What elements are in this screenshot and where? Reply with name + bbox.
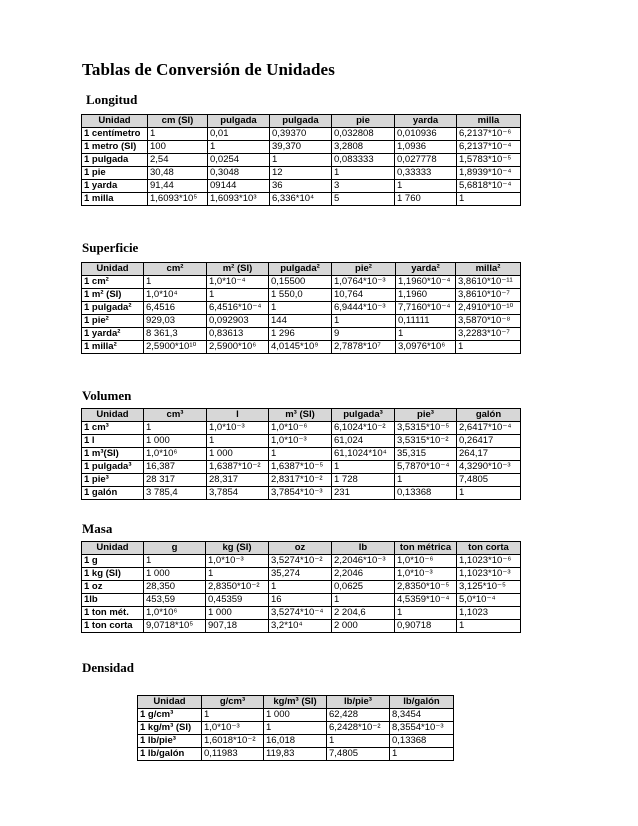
column-header: kg/m³ (SI) bbox=[264, 696, 327, 709]
table-cell: 10,764 bbox=[332, 289, 396, 302]
row-header-cell: 1 g bbox=[82, 555, 144, 568]
table-cell: 1,1960 bbox=[396, 289, 456, 302]
table-row bbox=[82, 435, 521, 448]
table-row bbox=[82, 487, 521, 500]
table-cell: 1 bbox=[269, 581, 332, 594]
table-cell: 1 bbox=[395, 607, 457, 620]
table-cell: 0,010936 bbox=[395, 128, 457, 141]
table-cell: 0,15500 bbox=[269, 276, 332, 289]
table-row bbox=[82, 302, 521, 315]
row-header-cell: 1 l bbox=[82, 435, 144, 448]
section-title-masa: Masa bbox=[82, 521, 113, 536]
table-row bbox=[138, 735, 454, 748]
table-cell: 62,428 bbox=[327, 709, 390, 722]
table-cell: 16 bbox=[269, 594, 332, 607]
column-header: l bbox=[207, 409, 269, 422]
table-row bbox=[82, 154, 521, 167]
column-header: ton métrica bbox=[395, 542, 457, 555]
table-cell: 1 bbox=[207, 435, 269, 448]
table-header-row bbox=[82, 542, 521, 555]
table-cell: 28,317 bbox=[207, 474, 269, 487]
section-title-superficie: Superficie bbox=[82, 240, 139, 255]
column-header: yarda² bbox=[396, 263, 456, 276]
row-header-cell: 1 cm² bbox=[82, 276, 144, 289]
table-cell: 3,125*10⁻⁵ bbox=[457, 581, 521, 594]
table-cell: 2,2046*10⁻³ bbox=[332, 555, 395, 568]
column-header: m² (SI) bbox=[207, 263, 269, 276]
table-cell: 1 bbox=[269, 448, 332, 461]
table-cell: 4,3290*10⁻³ bbox=[457, 461, 521, 474]
table-row bbox=[82, 607, 521, 620]
table-cell: 5,7870*10⁻⁴ bbox=[395, 461, 457, 474]
table-row bbox=[82, 315, 521, 328]
table-cell: 5,6818*10⁻⁴ bbox=[457, 180, 521, 193]
table-cell: 1,6018*10⁻² bbox=[202, 735, 264, 748]
row-header-cell: 1 ton corta bbox=[82, 620, 144, 633]
table-cell: 1 000 bbox=[264, 709, 327, 722]
column-header: cm² bbox=[144, 263, 207, 276]
column-header: Unidad bbox=[82, 409, 144, 422]
table-cell: 0,11983 bbox=[202, 748, 264, 761]
column-header: oz bbox=[269, 542, 332, 555]
column-header: lb bbox=[332, 542, 395, 555]
column-header: milla² bbox=[456, 263, 521, 276]
table-row bbox=[82, 167, 521, 180]
row-header-cell: 1 ton mét. bbox=[82, 607, 144, 620]
table-cell: 5 bbox=[332, 193, 395, 206]
table-volumen bbox=[81, 408, 521, 500]
table-cell: 4,0145*10⁹ bbox=[269, 341, 332, 354]
table-cell: 1,0*10⁶ bbox=[144, 448, 207, 461]
table-row bbox=[82, 620, 521, 633]
table-cell: 231 bbox=[332, 487, 395, 500]
table-cell: 0,0625 bbox=[332, 581, 395, 594]
table-cell: 9,0718*10⁵ bbox=[144, 620, 206, 633]
table-row bbox=[82, 461, 521, 474]
table-cell: 1 bbox=[457, 193, 521, 206]
table-cell: 35,274 bbox=[269, 568, 332, 581]
table-cell: 0,092903 bbox=[207, 315, 269, 328]
column-header: yarda bbox=[395, 115, 457, 128]
column-header: Unidad bbox=[82, 263, 144, 276]
table-cell: 35,315 bbox=[395, 448, 457, 461]
table-cell: 2,54 bbox=[148, 154, 208, 167]
row-header-cell: 1 cm³ bbox=[82, 422, 144, 435]
table-row bbox=[82, 568, 521, 581]
table-cell: 1 bbox=[332, 167, 395, 180]
table-cell: 1,8939*10⁻⁴ bbox=[457, 167, 521, 180]
table-cell: 9 bbox=[332, 328, 396, 341]
table-cell: 8 361,3 bbox=[144, 328, 207, 341]
row-header-cell: 1 pie³ bbox=[82, 474, 144, 487]
table-longitud bbox=[81, 114, 521, 206]
table-cell: 1,6387*10⁻⁵ bbox=[269, 461, 332, 474]
table-cell: 100 bbox=[148, 141, 208, 154]
row-header-cell: 1 pie² bbox=[82, 315, 144, 328]
table-cell: 36 bbox=[270, 180, 332, 193]
table-cell: 1 bbox=[207, 289, 269, 302]
table-cell: 2,8350*10⁻⁵ bbox=[395, 581, 457, 594]
table-cell: 0,11111 bbox=[396, 315, 456, 328]
table-row bbox=[82, 193, 521, 206]
table-cell: 144 bbox=[269, 315, 332, 328]
table-cell: 1 bbox=[332, 315, 396, 328]
page-title: Tablas de Conversión de Unidades bbox=[82, 60, 335, 79]
row-header-cell: 1 oz bbox=[82, 581, 144, 594]
table-header-row bbox=[82, 409, 521, 422]
table-cell: 907,18 bbox=[206, 620, 269, 633]
table-cell: 1,0764*10⁻³ bbox=[332, 276, 396, 289]
table-cell: 2 000 bbox=[332, 620, 395, 633]
table-cell: 1 bbox=[202, 709, 264, 722]
table-cell: 1,6093*10³ bbox=[208, 193, 270, 206]
table-cell: 0,45359 bbox=[206, 594, 269, 607]
table-cell: 1 000 bbox=[206, 607, 269, 620]
table-row bbox=[82, 141, 521, 154]
row-header-cell: 1 pulgada² bbox=[82, 302, 144, 315]
table-cell: 2,4910*10⁻¹⁰ bbox=[456, 302, 521, 315]
table-cell: 2,6417*10⁻⁴ bbox=[457, 422, 521, 435]
column-header: Unidad bbox=[82, 115, 148, 128]
row-header-cell: 1 pulgada bbox=[82, 154, 148, 167]
table-cell: 3,2283*10⁻⁷ bbox=[456, 328, 521, 341]
table-cell: 1 bbox=[206, 568, 269, 581]
table-cell: 1,0*10⁻³ bbox=[269, 435, 332, 448]
row-header-cell: 1 m³(SI) bbox=[82, 448, 144, 461]
table-cell: 1 bbox=[332, 461, 395, 474]
table-cell: 1,0*10⁻³ bbox=[207, 422, 269, 435]
table-cell: 1 bbox=[144, 555, 206, 568]
table-cell: 1 000 bbox=[207, 448, 269, 461]
table-cell: 1 bbox=[456, 341, 521, 354]
table-cell: 1 bbox=[395, 474, 457, 487]
table-row bbox=[82, 180, 521, 193]
table-cell: 6,2428*10⁻² bbox=[327, 722, 390, 735]
table-cell: 39,370 bbox=[270, 141, 332, 154]
column-header: g/cm³ bbox=[202, 696, 264, 709]
column-header: pulgada³ bbox=[332, 409, 395, 422]
table-cell: 1 bbox=[148, 128, 208, 141]
table-cell: 6,4516*10⁻⁴ bbox=[207, 302, 269, 315]
table-cell: 09144 bbox=[208, 180, 270, 193]
column-header: galón bbox=[457, 409, 521, 422]
table-densidad bbox=[137, 695, 454, 761]
table-cell: 1,0*10⁶ bbox=[144, 607, 206, 620]
row-header-cell: 1 pie bbox=[82, 167, 148, 180]
table-cell: 1 bbox=[327, 735, 390, 748]
table-cell: 91,44 bbox=[148, 180, 208, 193]
table-cell: 1 bbox=[264, 722, 327, 735]
table-cell: 1,0936 bbox=[395, 141, 457, 154]
table-cell: 0,01 bbox=[208, 128, 270, 141]
table-row bbox=[138, 722, 454, 735]
table-cell: 1,0*10⁻⁶ bbox=[395, 555, 457, 568]
table-row bbox=[82, 276, 521, 289]
table-cell: 0,13368 bbox=[395, 487, 457, 500]
column-header: m³ (SI) bbox=[269, 409, 332, 422]
table-cell: 16,387 bbox=[144, 461, 207, 474]
table-cell: 3,5870*10⁻⁸ bbox=[456, 315, 521, 328]
row-header-cell: 1 milla bbox=[82, 193, 148, 206]
table-cell: 3,7854 bbox=[207, 487, 269, 500]
table-cell: 1 bbox=[144, 422, 207, 435]
section-title-volumen: Volumen bbox=[82, 388, 132, 403]
table-row bbox=[138, 709, 454, 722]
column-header: cm (SI) bbox=[148, 115, 208, 128]
table-cell: 28,350 bbox=[144, 581, 206, 594]
column-header: Unidad bbox=[138, 696, 202, 709]
table-cell: 30,48 bbox=[148, 167, 208, 180]
table-cell: 1 296 bbox=[269, 328, 332, 341]
table-cell: 3,2808 bbox=[332, 141, 395, 154]
row-header-cell: 1 pulgada³ bbox=[82, 461, 144, 474]
table-cell: 1 bbox=[144, 276, 207, 289]
table-cell: 0,83613 bbox=[207, 328, 269, 341]
column-header: g bbox=[144, 542, 206, 555]
row-header-cell: 1 kg (SI) bbox=[82, 568, 144, 581]
row-header-cell: 1 yarda bbox=[82, 180, 148, 193]
column-header: Unidad bbox=[82, 542, 144, 555]
row-header-cell: 1 yarda² bbox=[82, 328, 144, 341]
table-cell: 3,8610*10⁻⁷ bbox=[456, 289, 521, 302]
table-cell: 1 bbox=[270, 154, 332, 167]
table-cell: 2,2046 bbox=[332, 568, 395, 581]
row-header-cell: 1 galón bbox=[82, 487, 144, 500]
table-cell: 0,39370 bbox=[270, 128, 332, 141]
table-cell: 16,018 bbox=[264, 735, 327, 748]
table-header-row bbox=[82, 115, 521, 128]
table-cell: 1 bbox=[390, 748, 454, 761]
table-header-row bbox=[138, 696, 454, 709]
table-cell: 1 bbox=[396, 328, 456, 341]
column-header: lb/galón bbox=[390, 696, 454, 709]
table-row bbox=[82, 581, 521, 594]
table-row bbox=[82, 328, 521, 341]
row-header-cell: 1 kg/m³ (SI) bbox=[138, 722, 202, 735]
column-header: pie² bbox=[332, 263, 396, 276]
table-cell: 6,2137*10⁻⁶ bbox=[457, 128, 521, 141]
table-cell: 1,0*10⁻³ bbox=[395, 568, 457, 581]
table-cell: 0,90718 bbox=[395, 620, 457, 633]
row-header-cell: 1 metro (SI) bbox=[82, 141, 148, 154]
column-header: pulgada² bbox=[269, 263, 332, 276]
column-header: pulgada bbox=[208, 115, 270, 128]
column-header: pie bbox=[332, 115, 395, 128]
table-cell: 264,17 bbox=[457, 448, 521, 461]
table-cell: 1 760 bbox=[395, 193, 457, 206]
table-cell: 6,336*10⁴ bbox=[270, 193, 332, 206]
table-row bbox=[138, 748, 454, 761]
table-cell: 7,4805 bbox=[327, 748, 390, 761]
column-header: milla bbox=[457, 115, 521, 128]
table-cell: 3,8610*10⁻¹¹ bbox=[456, 276, 521, 289]
table-cell: 1,0*10⁻⁴ bbox=[207, 276, 269, 289]
table-cell: 1 bbox=[269, 302, 332, 315]
table-row bbox=[82, 594, 521, 607]
table-cell: 0,027778 bbox=[395, 154, 457, 167]
table-cell: 61,1024*10⁴ bbox=[332, 448, 395, 461]
section-title-densidad: Densidad bbox=[82, 660, 135, 675]
table-row bbox=[82, 555, 521, 568]
table-cell: 1 550,0 bbox=[269, 289, 332, 302]
table-cell: 1,1023*10⁻⁶ bbox=[457, 555, 521, 568]
row-header-cell: 1 lb/galón bbox=[138, 748, 202, 761]
table-cell: 1,1023 bbox=[457, 607, 521, 620]
table-cell: 12 bbox=[270, 167, 332, 180]
table-cell: 3,5274*10⁻⁴ bbox=[269, 607, 332, 620]
table-cell: 6,2137*10⁻⁴ bbox=[457, 141, 521, 154]
table-cell: 3,0976*10⁶ bbox=[396, 341, 456, 354]
table-cell: 2,5900*10⁶ bbox=[207, 341, 269, 354]
table-cell: 0,3048 bbox=[208, 167, 270, 180]
table-cell: 6,1024*10⁻² bbox=[332, 422, 395, 435]
table-cell: 1,1023*10⁻³ bbox=[457, 568, 521, 581]
table-cell: 119,83 bbox=[264, 748, 327, 761]
table-cell: 1 bbox=[208, 141, 270, 154]
table-cell: 8,3454 bbox=[390, 709, 454, 722]
table-cell: 1,0*10⁻⁶ bbox=[269, 422, 332, 435]
table-cell: 3,2*10⁴ bbox=[269, 620, 332, 633]
row-header-cell: 1 m² (SI) bbox=[82, 289, 144, 302]
table-cell: 1 bbox=[395, 180, 457, 193]
table-cell: 28 317 bbox=[144, 474, 207, 487]
column-header: kg (SI) bbox=[206, 542, 269, 555]
table-cell: 2,8350*10⁻² bbox=[206, 581, 269, 594]
table-cell: 3 bbox=[332, 180, 395, 193]
table-cell: 8,3554*10⁻³ bbox=[390, 722, 454, 735]
table-cell: 3,5315*10⁻² bbox=[395, 435, 457, 448]
table-superficie bbox=[81, 262, 521, 354]
table-cell: 1,0*10⁻³ bbox=[202, 722, 264, 735]
row-header-cell: 1 g/cm³ bbox=[138, 709, 202, 722]
table-cell: 1 728 bbox=[332, 474, 395, 487]
table-cell: 0,33333 bbox=[395, 167, 457, 180]
table-cell: 2,7878*10⁷ bbox=[332, 341, 396, 354]
table-masa bbox=[81, 541, 521, 633]
table-cell: 7,7160*10⁻⁴ bbox=[396, 302, 456, 315]
table-cell: 61,024 bbox=[332, 435, 395, 448]
table-cell: 2,8317*10⁻² bbox=[269, 474, 332, 487]
table-cell: 3,5315*10⁻⁵ bbox=[395, 422, 457, 435]
section-title-longitud: Longitud bbox=[86, 92, 138, 107]
table-cell: 0,13368 bbox=[390, 735, 454, 748]
table-cell: 1 bbox=[457, 620, 521, 633]
table-cell: 2,5900*10¹⁰ bbox=[144, 341, 207, 354]
table-cell: 6,9444*10⁻³ bbox=[332, 302, 396, 315]
column-header: ton corta bbox=[457, 542, 521, 555]
table-row bbox=[82, 341, 521, 354]
table-cell: 1 bbox=[457, 487, 521, 500]
column-header: pulgada bbox=[270, 115, 332, 128]
table-row bbox=[82, 422, 521, 435]
table-cell: 0,0254 bbox=[208, 154, 270, 167]
row-header-cell: 1 milla² bbox=[82, 341, 144, 354]
table-cell: 1,0*10⁴ bbox=[144, 289, 207, 302]
table-row bbox=[82, 474, 521, 487]
table-row bbox=[82, 289, 521, 302]
table-cell: 1 000 bbox=[144, 568, 206, 581]
table-cell: 453,59 bbox=[144, 594, 206, 607]
table-cell: 1,6387*10⁻² bbox=[207, 461, 269, 474]
table-cell: 0,083333 bbox=[332, 154, 395, 167]
table-cell: 1,5783*10⁻⁵ bbox=[457, 154, 521, 167]
table-cell: 1,1960*10⁻⁴ bbox=[396, 276, 456, 289]
table-cell: 1,6093*10⁵ bbox=[148, 193, 208, 206]
table-cell: 4,5359*10⁻⁴ bbox=[395, 594, 457, 607]
table-cell: 3 785,4 bbox=[144, 487, 207, 500]
row-header-cell: 1lb bbox=[82, 594, 144, 607]
column-header: cm³ bbox=[144, 409, 207, 422]
table-cell: 2 204,6 bbox=[332, 607, 395, 620]
table-cell: 1 000 bbox=[144, 435, 207, 448]
column-header: pie³ bbox=[395, 409, 457, 422]
row-header-cell: 1 centímetro bbox=[82, 128, 148, 141]
table-cell: 0,26417 bbox=[457, 435, 521, 448]
table-cell: 3,7854*10⁻³ bbox=[269, 487, 332, 500]
table-row bbox=[82, 448, 521, 461]
table-row bbox=[82, 128, 521, 141]
column-header: lb/pie³ bbox=[327, 696, 390, 709]
table-header-row bbox=[82, 263, 521, 276]
table-cell: 0,032808 bbox=[332, 128, 395, 141]
table-cell: 1,0*10⁻³ bbox=[206, 555, 269, 568]
table-cell: 3,5274*10⁻² bbox=[269, 555, 332, 568]
table-cell: 5,0*10⁻⁴ bbox=[457, 594, 521, 607]
table-cell: 1 bbox=[332, 594, 395, 607]
table-cell: 929,03 bbox=[144, 315, 207, 328]
table-cell: 7,4805 bbox=[457, 474, 521, 487]
table-cell: 6,4516 bbox=[144, 302, 207, 315]
row-header-cell: 1 lb/pie³ bbox=[138, 735, 202, 748]
